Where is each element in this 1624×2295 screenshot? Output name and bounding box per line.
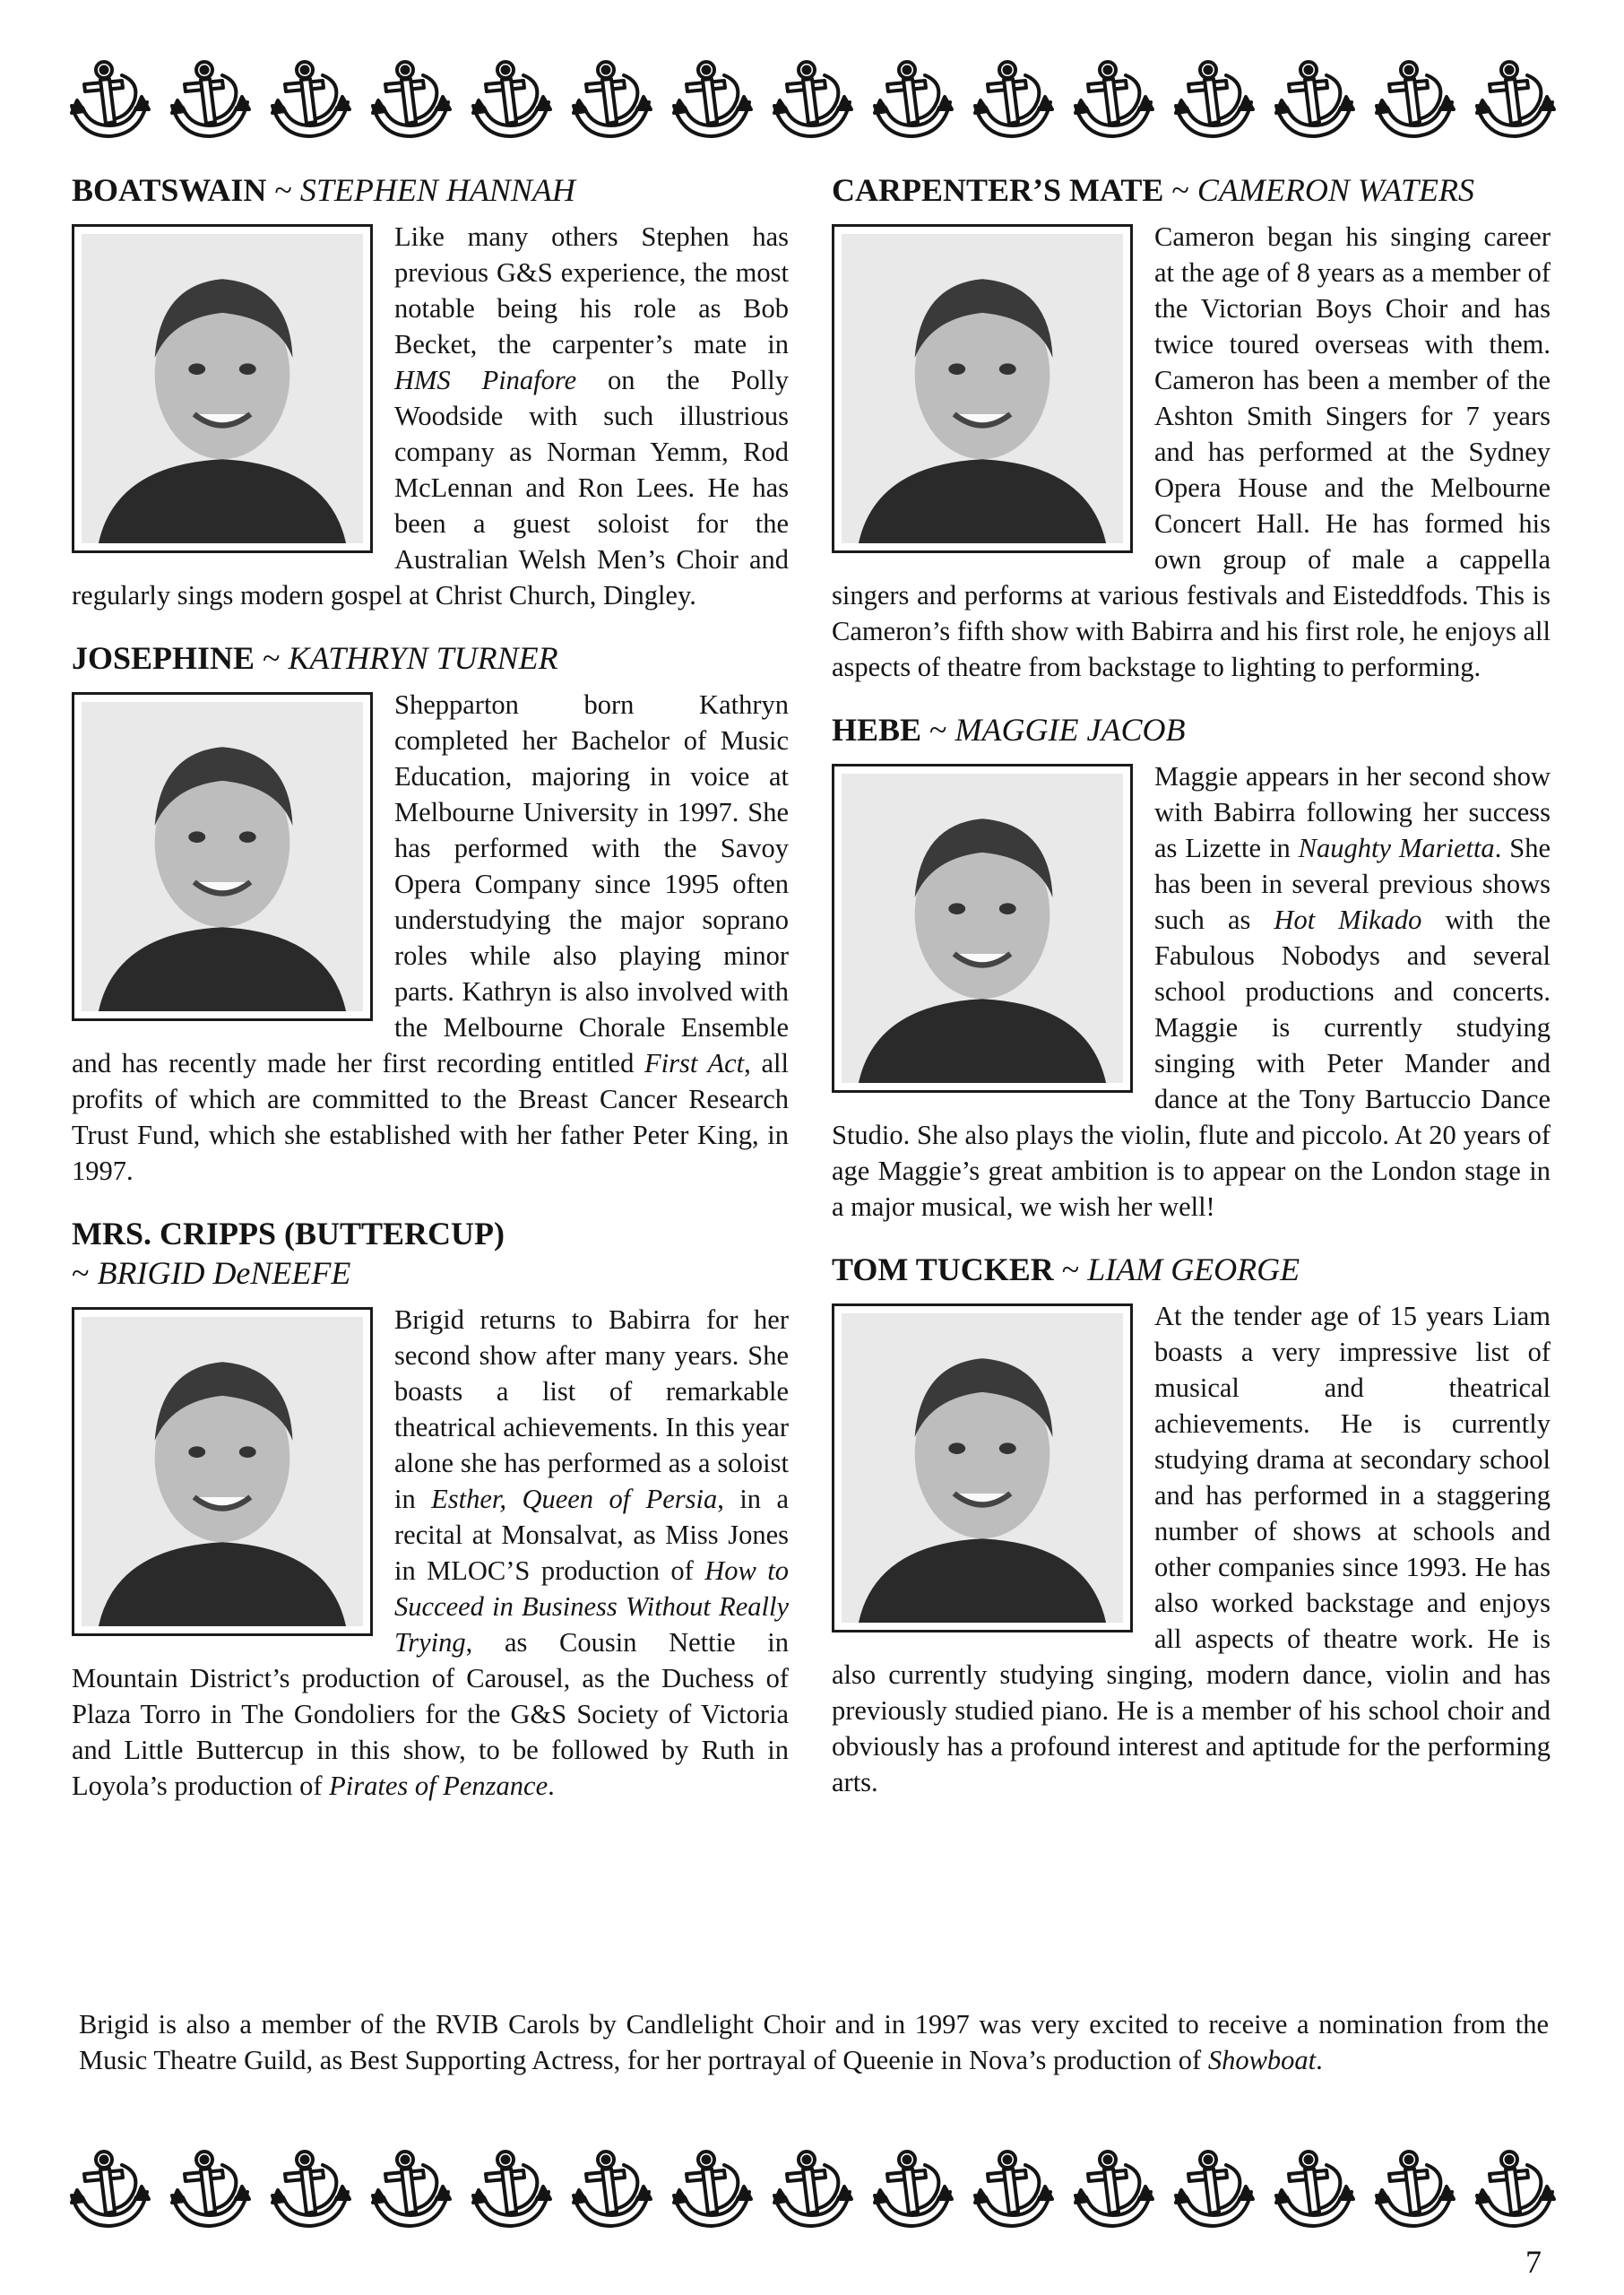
bio-carpenters-mate	[832, 170, 1551, 685]
bio-heading: HEBE ~ MAGGIE JACOB	[832, 712, 1186, 748]
anchor-icon	[767, 56, 857, 145]
bio-tom-tucker	[832, 1250, 1551, 1800]
bio-text: Shepparton born Kathryn completed her Bachelor of Music Education, majoring in voice at Melbourne University in 1997. She has performed with the Savoy Opera Company since 1995 often understudying the major soprano roles while also playing minor parts. Kathryn is also involved with the Melbourne Chorale Ensemble and has recently made her first recording entitled First Act, all profits of which are committed to the Breast Cancer Research Trust Fund, which she established with her father Peter King, in 1997.	[72, 689, 789, 1186]
anchor-icon	[868, 56, 957, 145]
bio-boatswain	[72, 170, 789, 613]
headshot-photo	[72, 692, 373, 1021]
anchor-icon	[165, 2145, 255, 2235]
page-number: 7	[1525, 2244, 1542, 2280]
anchor-icon	[65, 56, 154, 145]
anchor-icon	[466, 2145, 556, 2235]
anchor-icon	[968, 56, 1058, 145]
footer-note: Brigid is also a member of the RVIB Carols by Candlelight Choir and in 1997 was very excited to receive a nomination from the Music Theatre Guild, as Best Supporting Actress, for her portrayal of Queenie in Nova’s production of Showboat.	[79, 2009, 1549, 2075]
right-column	[832, 170, 1551, 1800]
headshot-photo	[832, 764, 1133, 1093]
anchor-icon	[65, 2145, 154, 2235]
anchor-icon	[1369, 2145, 1459, 2235]
role-name: TOM TUCKER	[832, 1251, 1054, 1287]
headshot-photo	[72, 224, 373, 553]
anchor-icon	[1169, 56, 1258, 145]
anchor-icon	[868, 2145, 957, 2235]
bio-heading: JOSEPHINE ~ KATHRYN TURNER	[72, 640, 558, 676]
bio-text: Like many others Stephen has previous G&S experience, the most notable being his role as Bob Becket, the carpenter’s mate in HMS Pinafore on the Polly Woodside with such illustrious company as Norman Yemm, Rod McLennan and Ron Lees. He has been a guest soloist for the Australian Welsh Men’s Choir and regularly sings modern gospel at Christ Church, Dingley.	[72, 221, 789, 611]
anchor-icon	[1068, 56, 1158, 145]
anchor-icon	[667, 2145, 756, 2235]
role-name: HEBE	[832, 712, 922, 748]
anchor-icon	[968, 2145, 1058, 2235]
bio-hebe	[832, 710, 1551, 1225]
actor-name: CAMERON WATERS	[1196, 172, 1474, 208]
anchor-icon	[265, 2145, 355, 2235]
anchor-icon	[1369, 56, 1459, 145]
bio-text: Maggie appears in her second show with Babirra following her success as Lizette in Naughty Marietta. She has been in several previous shows such as Hot Mikado with the Fabulous Nobodys and several school productions and concerts. Maggie is currently studying singing with Peter Mander and dance at the Tony Bartuccio Dance Studio. She also plays the violin, flute and piccolo. At 20 years of age Maggie’s great ambition is to appear on the London stage in a major musical, we wish her well!	[832, 761, 1551, 1222]
bio-buttercup	[72, 1214, 789, 1804]
anchor-icon	[566, 2145, 656, 2235]
anchor-icon	[466, 56, 556, 145]
anchor-icon	[1470, 56, 1559, 145]
anchor-icon	[366, 56, 455, 145]
bio-text: Cameron began his singing career at the age of 8 years as a member of the Victorian Boys Choir and has twice toured overseas with them. Cameron has been a member of the Ashton Smith Singers for 7 years and has performed at the Sydney Opera House and the Melbourne Concert Hall. He has formed his own group of male a cappella singers and performs at various festivals and Eisteddfods. This is Cameron’s fifth show with Babirra and his first role, he enjoys all aspects of theatre from backstage to lighting to performing.	[832, 221, 1551, 682]
headshot-photo	[832, 1303, 1133, 1632]
bio-heading: BOATSWAIN ~ STEPHEN HANNAH	[72, 172, 575, 208]
headshot-photo	[832, 224, 1133, 553]
bio-josephine	[72, 638, 789, 1189]
bio-text: Brigid returns to Babirra for her second show after many years. She boasts a list of remarkable theatrical achievements. In this year alone she has performed as a soloist in Esther, Queen of Persia, in a recital at Monsalvat, as Miss Jones in MLOC’S production of How to Succeed in Business Without Really Trying, as Cousin Nettie in Mountain District’s production of Carousel, as the Duchess of Plaza Torro in The Gondoliers for the G&S Society of Victoria and Little Buttercup in this show, to be followed by Ruth in Loyola’s production of Pirates of Penzance.	[72, 1304, 790, 1801]
actor-name: BRIGID DeNEEFE	[97, 1255, 351, 1291]
anchor-icon	[566, 56, 656, 145]
actor-name: KATHRYN TURNER	[288, 640, 558, 676]
anchor-border-bottom	[65, 2145, 1559, 2235]
role-name: MRS. CRIPPS (BUTTERCUP)	[72, 1216, 505, 1251]
anchor-icon	[265, 56, 355, 145]
anchor-icon	[1068, 2145, 1158, 2235]
bio-text: At the tender age of 15 years Liam boasts a very impressive list of musical and theatrical achievements. He is currently studying drama at secondary school and has performed in a staggering number of shows at schools and other companies since 1993. He has also worked backstage and enjoys all aspects of theatre work. He is also currently studying singing, modern dance, violin and has previously studied piano. He is a member of his school choir and obviously has a profound interest and aptitude for the performing arts.	[832, 1301, 1551, 1797]
left-column	[72, 170, 789, 1804]
anchor-icon	[366, 2145, 455, 2235]
bio-heading: MRS. CRIPPS (BUTTERCUP) ~ BRIGID DeNEEFE	[72, 1216, 505, 1291]
anchor-icon	[767, 2145, 857, 2235]
anchor-icon	[1169, 2145, 1258, 2235]
anchor-icon	[1269, 2145, 1359, 2235]
anchor-icon	[667, 56, 756, 145]
anchor-icon	[1470, 2145, 1559, 2235]
actor-name: STEPHEN HANNAH	[299, 172, 575, 208]
bio-heading: CARPENTER’S MATE ~ CAMERON WATERS	[832, 172, 1474, 208]
actor-name: MAGGIE JACOB	[955, 712, 1186, 748]
anchor-icon	[1269, 56, 1359, 145]
bio-heading: TOM TUCKER ~ LIAM GEORGE	[832, 1251, 1300, 1287]
role-name: CARPENTER’S MATE	[832, 172, 1164, 208]
anchor-icon	[165, 56, 255, 145]
headshot-photo	[72, 1307, 373, 1636]
role-name: BOATSWAIN	[72, 172, 267, 208]
actor-name: LIAM GEORGE	[1087, 1251, 1300, 1287]
role-name: JOSEPHINE	[72, 640, 255, 676]
anchor-border-top	[65, 56, 1559, 145]
